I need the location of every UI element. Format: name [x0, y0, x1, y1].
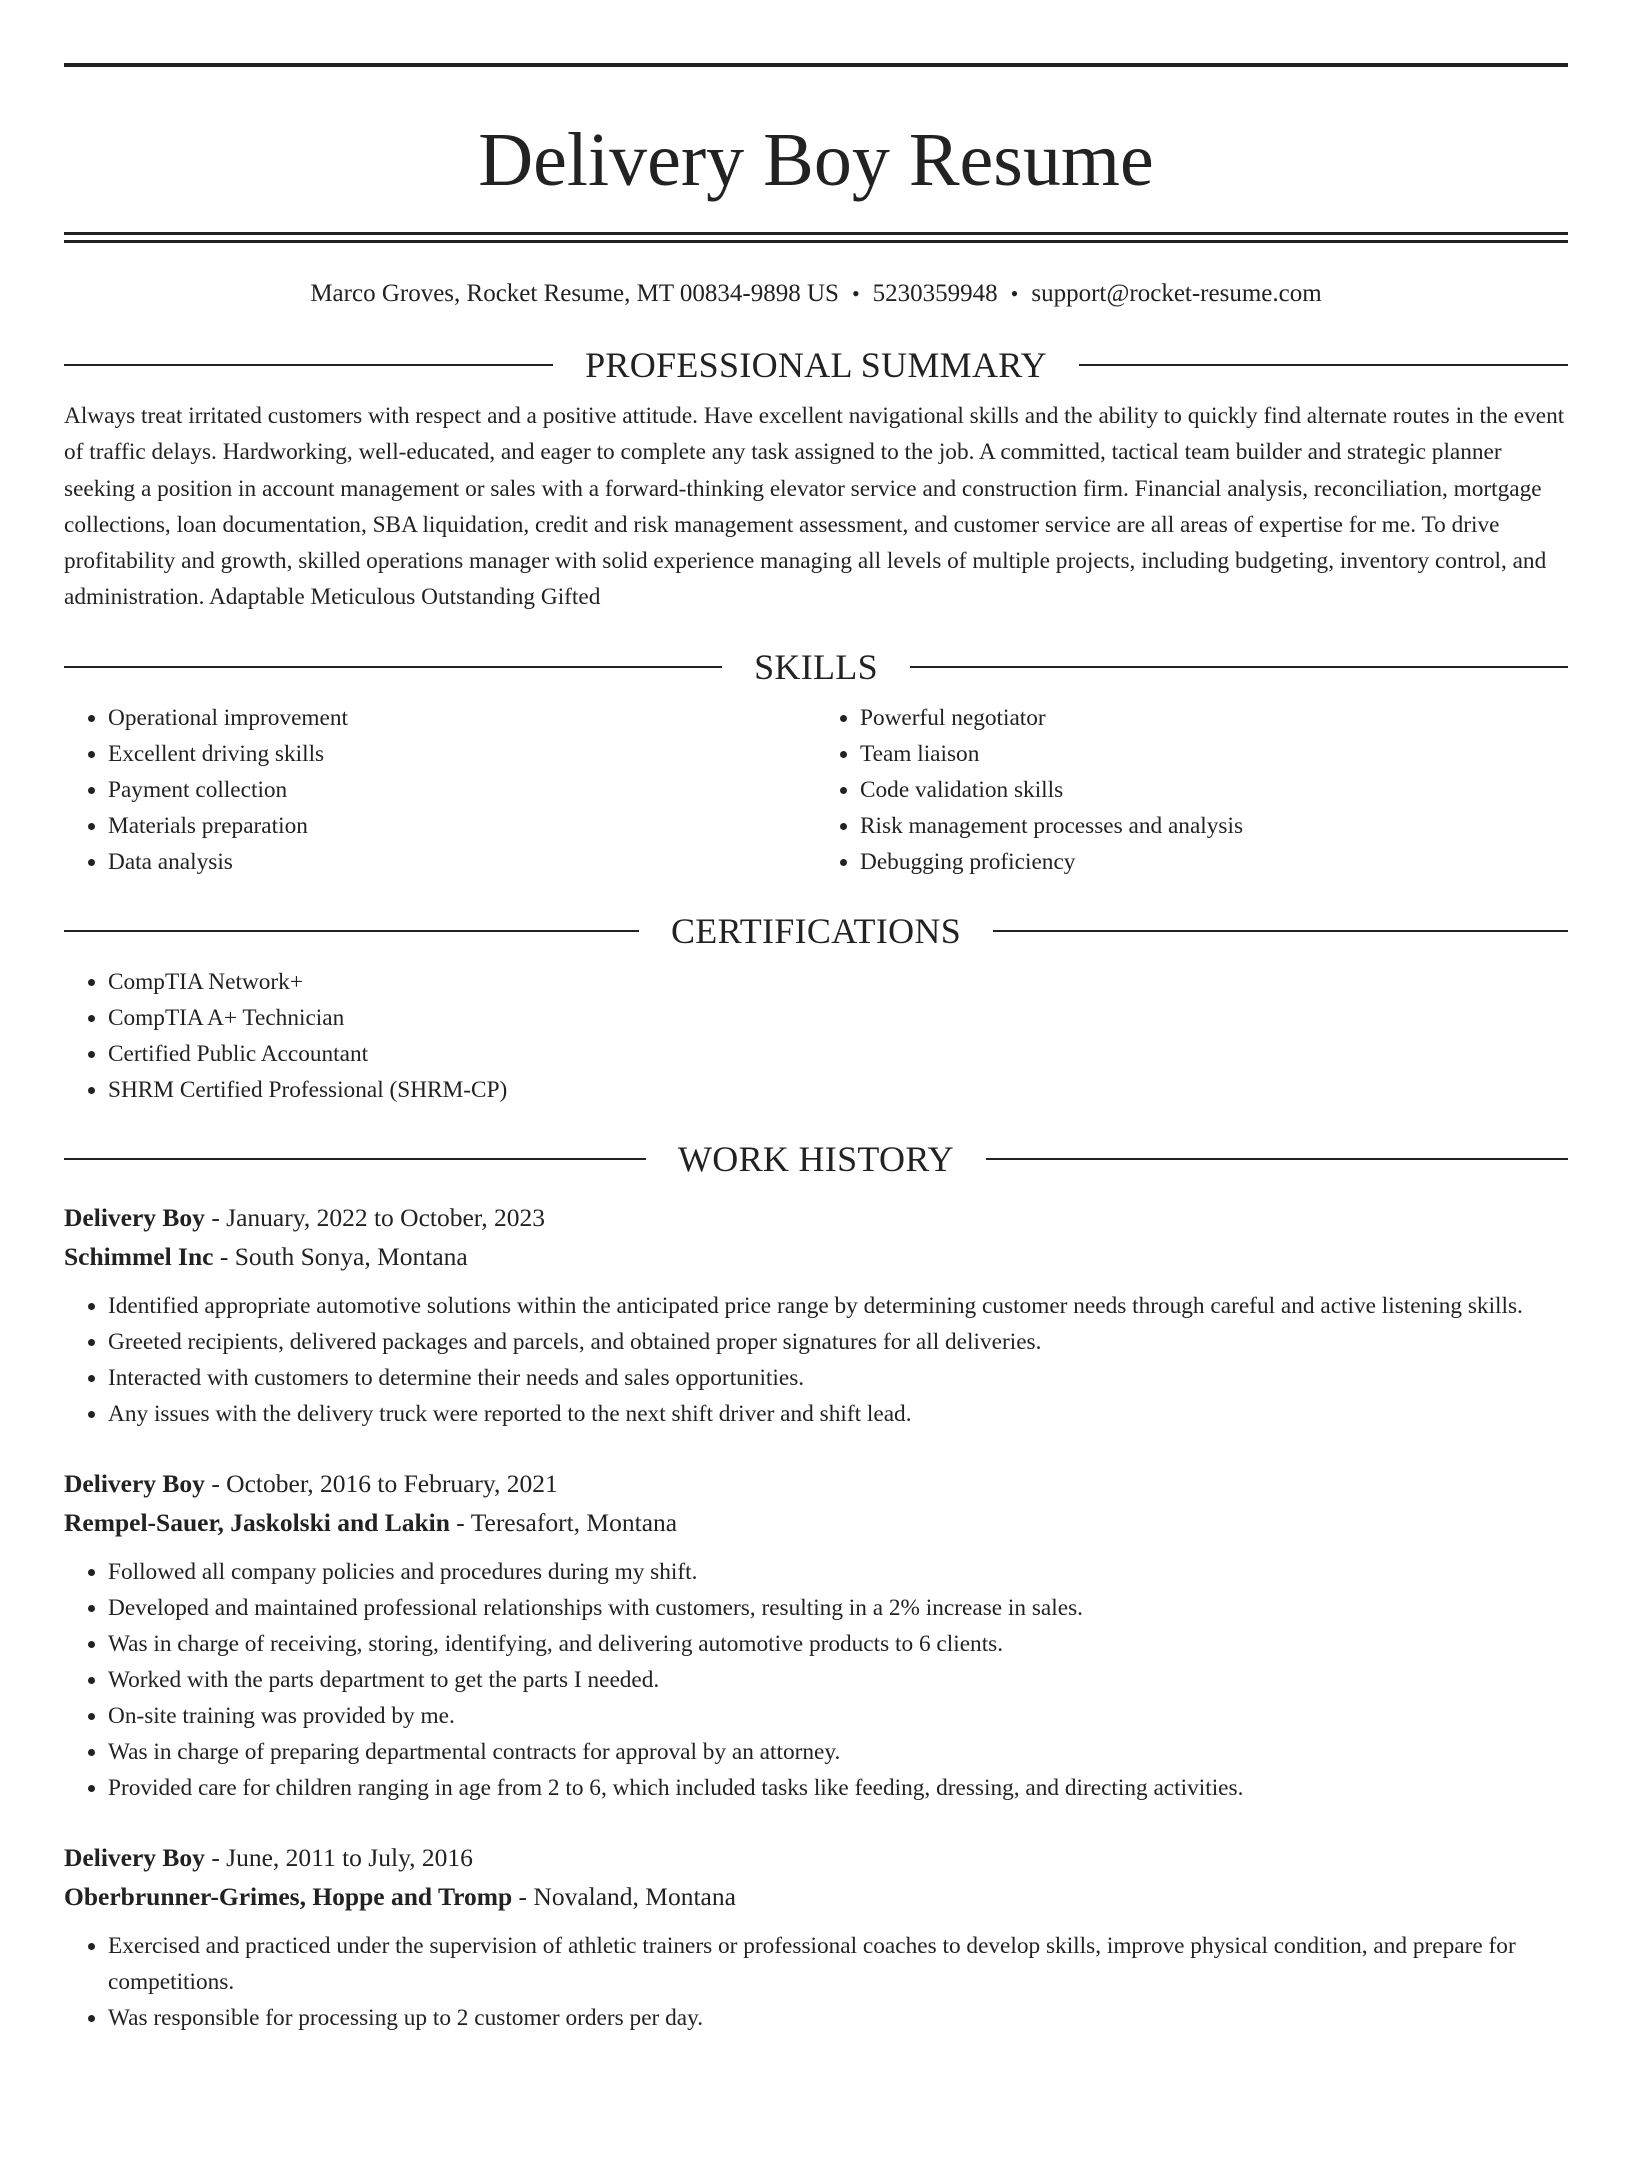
skill-item: • Risk management processes and analysis	[860, 808, 1568, 844]
job-bullet: • Was in charge of receiving, storing, identifying, and delivering automotive products to 6 clients.	[108, 1626, 1568, 1662]
skill-item: • Code validation skills	[860, 772, 1568, 808]
skill-item: • Materials preparation	[108, 808, 816, 844]
skill-item: • Team liaison	[860, 736, 1568, 772]
job-bullets	[64, 1554, 1568, 1806]
job-bullet: • Worked with the parts department to get the parts I needed.	[108, 1662, 1568, 1698]
job-company-line	[64, 1237, 1568, 1276]
section-heading-work	[64, 1138, 1568, 1180]
job-dates: - June, 2011 to July, 2016	[204, 1842, 473, 1872]
job-dates: - January, 2022 to October, 2023	[204, 1202, 546, 1232]
job-bullet: • Any issues with the delivery truck were reported to the next shift driver and shift lead.	[108, 1396, 1568, 1432]
job-title-line	[64, 1198, 1568, 1237]
skill-item: • Debugging proficiency	[860, 844, 1568, 880]
heading-rule	[64, 364, 553, 366]
certification-item: • CompTIA A+ Technician	[108, 1000, 1568, 1036]
job-dates: - October, 2016 to February, 2021	[204, 1468, 558, 1498]
skills-list-right	[816, 700, 1568, 880]
job-bullet: • Developed and maintained professional relationships with customers, resulting in a 2% increase in sales.	[108, 1590, 1568, 1626]
job-location: - Teresafort, Montana	[449, 1507, 678, 1537]
heading-rule	[993, 930, 1568, 932]
heading-rule	[64, 1158, 646, 1160]
job-title: Delivery Boy	[64, 1468, 205, 1498]
job-bullet: • Provided care for children ranging in age from 2 to 6, which included tasks like feeding, dressing, and directing activities.	[108, 1770, 1568, 1806]
job-company: Oberbrunner-Grimes, Hoppe and Tromp	[64, 1881, 513, 1911]
section-heading-summary	[64, 344, 1568, 386]
skill-item: • Data analysis	[108, 844, 816, 880]
job-company: Rempel-Sauer, Jaskolski and Lakin	[64, 1507, 450, 1537]
certification-item: • SHRM Certified Professional (SHRM-CP)	[108, 1072, 1568, 1108]
job-bullets	[64, 1928, 1568, 2036]
job-title-line	[64, 1464, 1568, 1503]
heading-rule	[1079, 364, 1568, 366]
job-title: Delivery Boy	[64, 1842, 205, 1872]
job-company-line	[64, 1503, 1568, 1542]
title-double-rule	[64, 232, 1568, 243]
heading-rule	[64, 930, 639, 932]
section-label: PROFESSIONAL SUMMARY	[585, 345, 1047, 385]
skills-columns	[64, 700, 1568, 880]
heading-rule	[64, 666, 722, 668]
job-bullet: • Interacted with customers to determine their needs and sales opportunities.	[108, 1360, 1568, 1396]
job-entry	[64, 1464, 1568, 1806]
contact-line	[64, 278, 1568, 310]
job-company-line	[64, 1877, 1568, 1916]
resume-page	[0, 63, 1632, 2175]
job-bullets	[64, 1288, 1568, 1432]
section-label: WORK HISTORY	[678, 1138, 954, 1179]
certification-item: • CompTIA Network+	[108, 964, 1568, 1000]
job-bullet: • Identified appropriate automotive solutions within the anticipated price range by determining customer needs through careful and active listening skills.	[108, 1288, 1568, 1324]
job-bullet: • Exercised and practiced under the supervision of athletic trainers or professional coaches to develop skills, improve physical condition, and prepare for competitions.	[108, 1928, 1568, 2000]
certifications-list	[64, 964, 1568, 1108]
job-bullet: • Greeted recipients, delivered packages and parcels, and obtained proper signatures for all deliveries.	[108, 1324, 1568, 1360]
job-location: - South Sonya, Montana	[213, 1241, 468, 1271]
certification-item: • Certified Public Accountant	[108, 1036, 1568, 1072]
page-title: Delivery Boy Resume	[478, 118, 1154, 202]
heading-rule	[910, 666, 1568, 668]
summary-paragraph: Always treat irritated customers with respect and a positive attitude. Have excellent navigational skills and the ability to quickly find alternate routes in the event of traffic delays. Hardworking, well-educated, and eager to complete any task assigned to the job. A committed, tactical team builder and strategic planner seeking a position in account management or sales with a forward-thinking elevator service and construction firm. Financial analysis, reconciliation, mortgage collections, loan documentation, SBA liquidation, credit and risk management assessment, and customer service are all areas of expertise for me. To drive profitability and growth, skilled operations manager with solid experience managing all levels of multiple projects, including budgeting, inventory control, and administration. Adaptable Meticulous Outstanding Gifted	[64, 403, 1565, 611]
skill-item: • Powerful negotiator	[860, 700, 1568, 736]
section-heading-skills	[64, 646, 1568, 688]
job-title-line	[64, 1838, 1568, 1877]
contact-separator: •	[851, 281, 860, 306]
job-bullet: • Was in charge of preparing departmental contracts for approval by an attorney.	[108, 1734, 1568, 1770]
job-bullet: • Followed all company policies and procedures during my shift.	[108, 1554, 1568, 1590]
contact-email: support@rocket-resume.com	[1031, 280, 1322, 307]
skill-item: • Excellent driving skills	[108, 736, 816, 772]
contact-phone: 5230359948	[872, 280, 998, 307]
section-heading-certifications	[64, 910, 1568, 952]
job-location: - Novaland, Montana	[512, 1881, 736, 1911]
job-entry	[64, 1198, 1568, 1432]
skill-item: • Operational improvement	[108, 700, 816, 736]
section-label: SKILLS	[754, 646, 878, 687]
section-label: CERTIFICATIONS	[670, 910, 962, 951]
job-bullet: • Was responsible for processing up to 2 customer orders per day.	[108, 2000, 1568, 2036]
contact-separator: •	[1010, 281, 1019, 306]
job-title: Delivery Boy	[64, 1202, 205, 1232]
job-company: Schimmel Inc	[64, 1241, 214, 1271]
heading-rule	[986, 1158, 1568, 1160]
job-bullet: • On-site training was provided by me.	[108, 1698, 1568, 1734]
skills-list-left	[64, 700, 816, 880]
skill-item: • Payment collection	[108, 772, 816, 808]
job-entry	[64, 1838, 1568, 2036]
contact-address: Marco Groves, Rocket Resume, MT 00834-9898 US	[310, 280, 839, 307]
